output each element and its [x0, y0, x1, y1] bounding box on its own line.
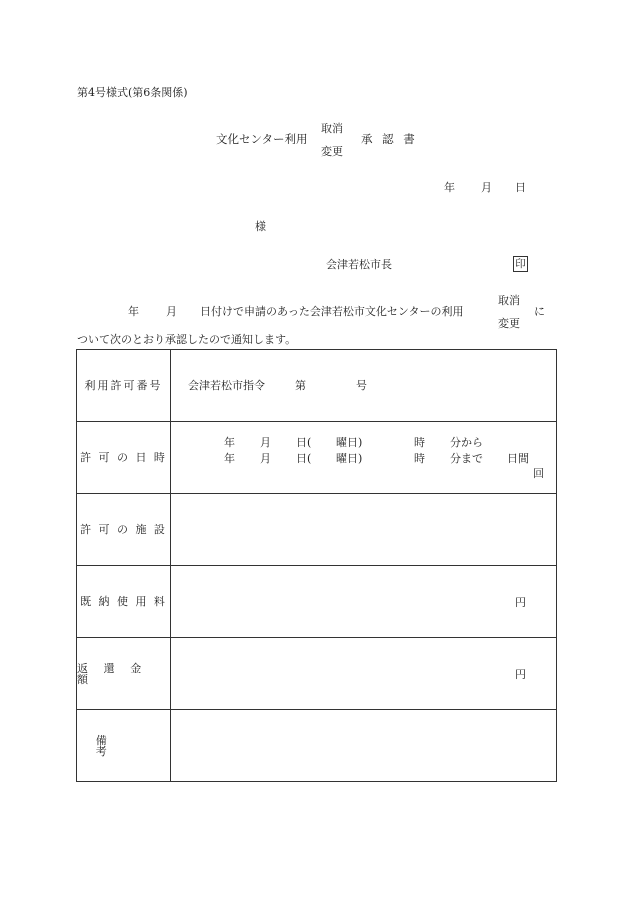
- form-number: 第4号様式(第6条関係): [77, 86, 188, 99]
- label-cell: [77, 638, 171, 710]
- row-permit-datetime: [77, 422, 557, 494]
- date-day: 日: [515, 181, 526, 194]
- row-permit-number: [77, 350, 557, 422]
- title-option-change: 変更: [321, 145, 343, 158]
- row-remarks: [77, 710, 557, 782]
- from-weekday: 曜日): [336, 436, 363, 449]
- to-year: 年: [224, 452, 235, 465]
- from-month: 月: [260, 436, 271, 449]
- to-month: 月: [260, 452, 271, 465]
- to-weekday: 曜日): [336, 452, 363, 465]
- date-year: 年: [444, 181, 455, 194]
- addressee-suffix: 様: [255, 220, 266, 233]
- row-paid-fee: [77, 566, 557, 638]
- times-count: 回: [533, 467, 544, 480]
- refund-cell: [171, 638, 557, 710]
- label-cell: [77, 494, 171, 566]
- from-day: 日(: [296, 436, 312, 449]
- approval-form-table: [76, 349, 557, 782]
- label-cell: [77, 350, 171, 422]
- label-cell: [77, 422, 171, 494]
- title-suffix: 承 認 書: [361, 132, 418, 146]
- title-option-cancel: 取消: [321, 122, 343, 135]
- body-option-change: 変更: [498, 317, 520, 330]
- date-month: 月: [481, 181, 492, 194]
- label-cell: [77, 566, 171, 638]
- paid-fee-unit: 円: [515, 596, 526, 609]
- refund-unit: 円: [515, 668, 526, 681]
- body-year: 年: [128, 305, 139, 318]
- from-minute: 分から: [450, 436, 483, 449]
- to-day: 日(: [296, 452, 312, 465]
- duration-days: 日間: [507, 452, 529, 465]
- body-option-cancel: 取消: [498, 294, 520, 307]
- body-month: 月: [166, 305, 177, 318]
- permit-datetime-label: 許 可 の 日 時: [80, 451, 167, 464]
- seal-stamp: 印: [513, 256, 528, 272]
- permit-datetime-cell: [171, 422, 557, 494]
- permit-number-go: 号: [356, 379, 367, 392]
- body-text: 日付けで申請のあった会津若松市文化センターの利用: [200, 305, 464, 318]
- issuer: 会津若松市長: [326, 258, 392, 271]
- body-line2: ついて次のとおり承認したので通知します。: [77, 333, 297, 346]
- permit-number-cell: [171, 350, 557, 422]
- row-refund: [77, 638, 557, 710]
- from-year: 年: [224, 436, 235, 449]
- title-main: 文化センター利用: [216, 132, 308, 146]
- permit-number-label: 利用許可番号: [84, 379, 163, 392]
- remarks-label: 備 考: [95, 733, 126, 758]
- facility-cell: [171, 494, 557, 566]
- paid-fee-label: 既 納 使 用 料: [80, 595, 167, 608]
- body-suffix: に: [534, 305, 545, 318]
- to-minute: 分まで: [450, 452, 483, 465]
- label-cell: [77, 710, 171, 782]
- facility-label: 許 可 の 施 設: [80, 523, 167, 536]
- permit-number-prefix: 会津若松市指令: [188, 379, 265, 392]
- paid-fee-cell: [171, 566, 557, 638]
- to-hour: 時: [414, 452, 425, 465]
- from-hour: 時: [414, 436, 425, 449]
- refund-label: 返 還 金 額: [77, 661, 148, 686]
- row-facility: [77, 494, 557, 566]
- permit-number-dai: 第: [295, 379, 306, 392]
- remarks-cell: [171, 710, 557, 782]
